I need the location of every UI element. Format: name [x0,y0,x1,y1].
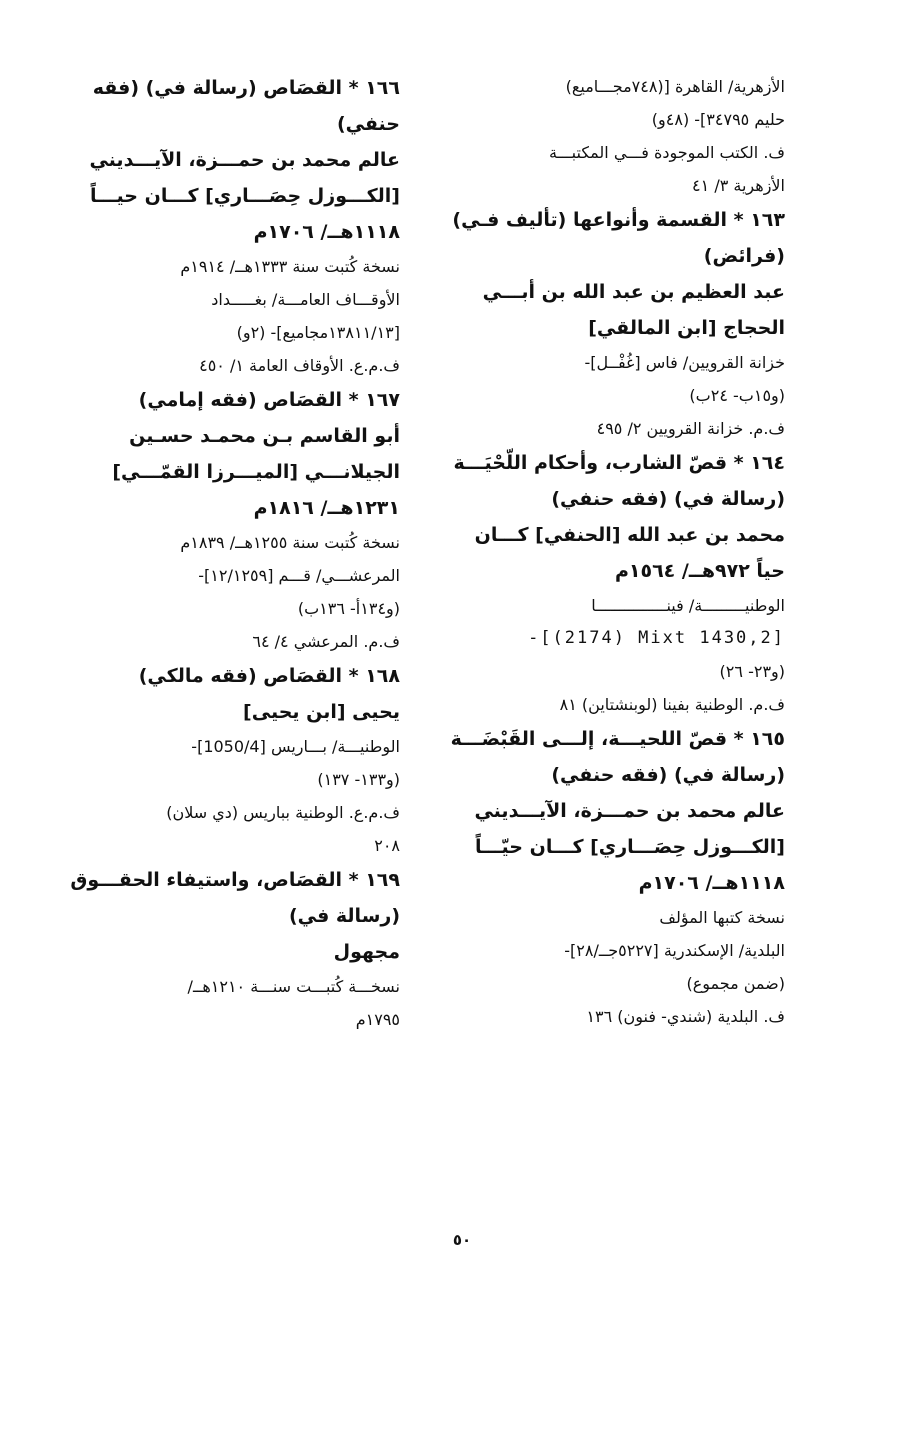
text-line: (رسالة في) (فقه حنفي) [551,488,785,510]
right-column [450,70,785,1033]
text-line: ١٢٣١هــ/ ١٨١٦م [253,497,400,519]
text-line: ١٦٣ * القسمة وأنواعها (تأليف فـي) [452,209,785,231]
text-line: (و١٣٣- ١٣٧) [317,770,400,789]
text-line: ١٦٩ * القصَاص، واستيفاء الحقـــوق [70,869,400,891]
text-line: البلدية/ الإسكندرية [٥٢٢٧جــ/٢٨]- [564,941,785,960]
text-line: -[(2174) Mixt 1430,2] [528,628,785,648]
text-line: ف. الكتب الموجودة فـــي المكتبـــة [549,143,785,162]
text-line: (و١٣٤أ- ١٣٦ب) [297,599,400,618]
text-line: نسخة كُتبت سنة ١٢٥٥هــ/ ١٨٣٩م [180,533,400,552]
text-line: أبو القاسم بـن محمـد حسـين [129,425,400,447]
text-line: ١٧٩٥م [355,1010,400,1029]
text-line: ف.م. المرعشي ٤/ ٦٤ [252,632,400,651]
text-line: عبد العظيم بن عبد الله بن أبـــي [482,281,785,303]
text-line: ١٦٤ * قصّ الشارب، وأحكام اللّحْيَـــة [453,452,785,474]
text-line: نسخة كتبها المؤلف [659,908,785,927]
text-line: ١٦٦ * القصَاص (رسالة في) (فقه [92,77,400,99]
text-line: (و١٥ب- ٢٤ب) [689,386,785,405]
text-line: [الكـــوزل حِصَـــاري] كـــان حيّـــاً [474,836,785,858]
text-line: ١١١٨هــ/ ١٧٠٦م [638,872,785,894]
text-line: الوطنيـــــــــة/ فينـــــــــــــــا [591,596,785,615]
text-line: ف. البلدية (شندي- فنون) ١٣٦ [586,1007,785,1026]
text-line: حياً ٩٧٢هــ/ ١٥٦٤م [614,560,785,582]
text-line: ف.م. خزانة القرويين ٢/ ٤٩٥ [596,419,785,438]
text-line: نسخة كُتبت سنة ١٣٣٣هــ/ ١٩١٤م [180,257,400,276]
text-line: ف.م.ع. الأوقاف العامة ١/ ٤٥٠ [199,356,400,375]
text-line: حنفي) [336,113,400,135]
text-line: (ضمن مجموع) [686,974,785,993]
text-line: خزانة القرويين/ فاس [غُفْــل]- [584,353,785,372]
text-line: ١٦٧ * القصَاص (فقه إمامي) [138,389,400,411]
text-line: (فرائض) [703,245,785,267]
text-line: ١١١٨هــ/ ١٧٠٦م [253,221,400,243]
text-line: محمد بن عبد الله [الحنفي] كـــان [474,524,785,546]
page-number: ٥٠ [452,1231,472,1249]
text-line: ف.م. الوطنية بفينا (لوبنشتاين) ٨١ [559,695,785,714]
text-line: المرعشـــي/ قـــم [١٢/١٢٥٩]- [198,566,400,585]
text-line: [١٣٨١١/١٣مجاميع]- (٢و) [236,323,400,342]
text-line: الوطنيـــة/ بـــاريس [1050/4]- [191,737,400,756]
text-line: (و٢٣- ٢٦) [719,662,785,681]
text-line: الأوقـــاف العامـــة/ بغـــــداد [211,290,400,309]
text-line: ف.م.ع. الوطنية بباريس (دي سلان) [166,803,400,822]
text-line: الأزهرية/ القاهرة [(٧٤٨مجـــاميع) [565,77,785,96]
text-line: نسخـــة كُتبـــت سنـــة ١٢١٠هــ/ [187,977,400,996]
text-line: ٢٠٨ [374,836,400,855]
text-line: حليم ٣٤٧٩٥]- (٤٨و) [651,110,785,129]
text-line: مجهول [333,941,400,963]
text-line: عالم محمد بن حمـــزة، الآيـــديني [89,149,400,171]
text-line: الحجاج [ابن المالقي] [588,317,785,339]
text-line: [الكـــوزل حِصَـــاري] كـــان حيـــاً [89,185,400,207]
text-line: ١٦٨ * القصَاص (فقه مالكي) [138,665,400,687]
text-line: ١٦٥ * قصّ اللحيـــة، إلـــى القَبْضَـــة [450,728,785,750]
text-line: الجيلانـــي [الميـــرزا القمّـــي] [112,461,400,483]
text-line: (رسالة في) [288,905,400,927]
text-line: (رسالة في) (فقه حنفي) [551,764,785,786]
text-line: الأزهرية ٣/ ٤١ [692,176,785,195]
left-column [70,70,400,1036]
text-line: يحيى [ابن يحيى] [243,701,400,723]
text-line: عالم محمد بن حمـــزة، الآيـــديني [474,800,785,822]
